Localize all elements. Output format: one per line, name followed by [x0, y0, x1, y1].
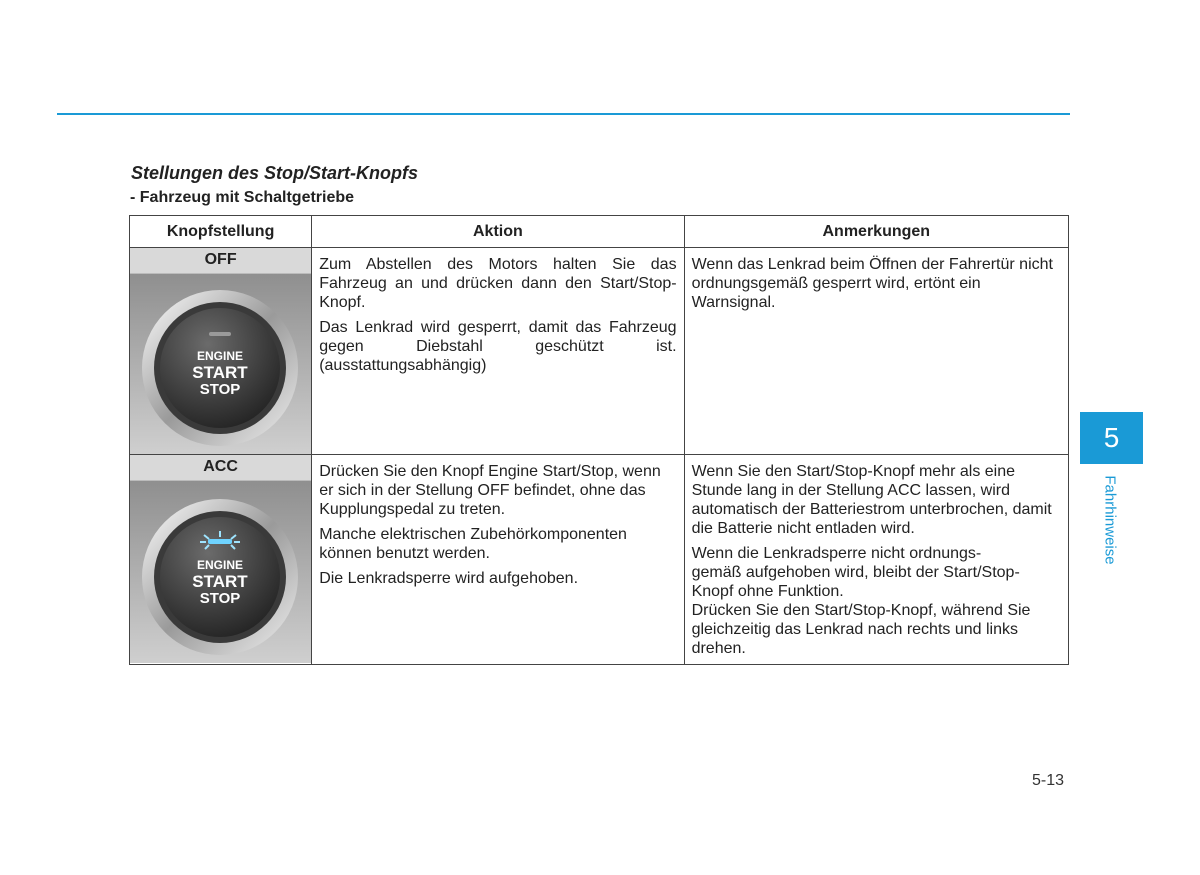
- notes-text: Wenn die Lenkradsperre nicht ordnungs-: [691, 545, 982, 562]
- table-row: [130, 248, 1069, 455]
- button-text-start: START: [192, 363, 248, 382]
- button-text-stop: STOP: [199, 590, 241, 607]
- column-header: Knopfstellung: [130, 216, 312, 248]
- action-text: Manche elektrischen Zubehörkomponenten können benutzt werden.: [319, 526, 627, 562]
- button-positions-table: [129, 215, 1069, 665]
- position-cell: [130, 248, 312, 455]
- section-title: Stellungen des Stop/Start-Knopfs: [131, 163, 419, 183]
- position-label: ACC: [130, 455, 311, 481]
- notes-cell: [684, 248, 1068, 455]
- position-cell: [130, 455, 312, 665]
- notes-text: Drücken Sie den Start/Stop-Knopf, während Sie gleichzeitig das Lenkrad nach rechts und links drehen.: [691, 602, 1031, 657]
- button-text-start: START: [192, 572, 248, 591]
- notes-text: gemäß aufgehoben wird, bleibt der Start/Stop-Knopf ohne Funktion.: [691, 564, 1020, 600]
- action-cell: [312, 248, 684, 455]
- engine-start-stop-button-off-image: [130, 274, 311, 454]
- action-text: Die Lenkradsperre wird aufgehoben.: [319, 570, 579, 587]
- button-text-engine: ENGINE: [196, 558, 244, 572]
- table-header-row: [130, 216, 1069, 248]
- notes-text: Wenn das Lenkrad beim Öffnen der Fahrertür nicht ordnungsgemäß gesperrt wird, ertönt ein Warnsignal.: [691, 256, 1053, 311]
- header-rule: [57, 113, 1070, 115]
- button-text-engine: ENGINE: [196, 349, 244, 363]
- page-number: 5-13: [1032, 772, 1065, 789]
- action-text: Drücken Sie den Knopf Engine Start/Stop, wenn er sich in der Stellung OFF befindet, ohne das Kupplungspedal zu treten.: [319, 463, 661, 518]
- notes-cell: [684, 455, 1068, 665]
- notes-text: Wenn Sie den Start/Stop-Knopf mehr als eine Stunde lang in der Stellung ACC lassen, wird automatisch der Batteriestrom unterbrochen, damit die Batterie nicht entladen wird.: [691, 463, 1052, 537]
- action-text: Das Lenkrad wird gesperrt, damit das Fahrzeug gegen Diebstahl geschützt ist. (ausstattungsabhängig): [319, 319, 677, 374]
- button-text-stop: STOP: [199, 381, 241, 398]
- chapter-label: Fahrhinweise: [1101, 475, 1119, 565]
- engine-start-stop-button-acc-image: [130, 481, 311, 663]
- position-label: OFF: [130, 248, 311, 274]
- section-subtitle: - Fahrzeug mit Schaltgetriebe: [130, 189, 355, 206]
- column-header: Anmerkungen: [684, 216, 1068, 248]
- action-cell: [312, 455, 684, 665]
- chapter-tab: 5: [1080, 412, 1143, 464]
- action-text: Zum Abstellen des Motors halten Sie das Fahrzeug an und drücken dann den Start/Stop-Knopf.: [319, 256, 677, 311]
- column-header: Aktion: [312, 216, 684, 248]
- table-row: [130, 455, 1069, 665]
